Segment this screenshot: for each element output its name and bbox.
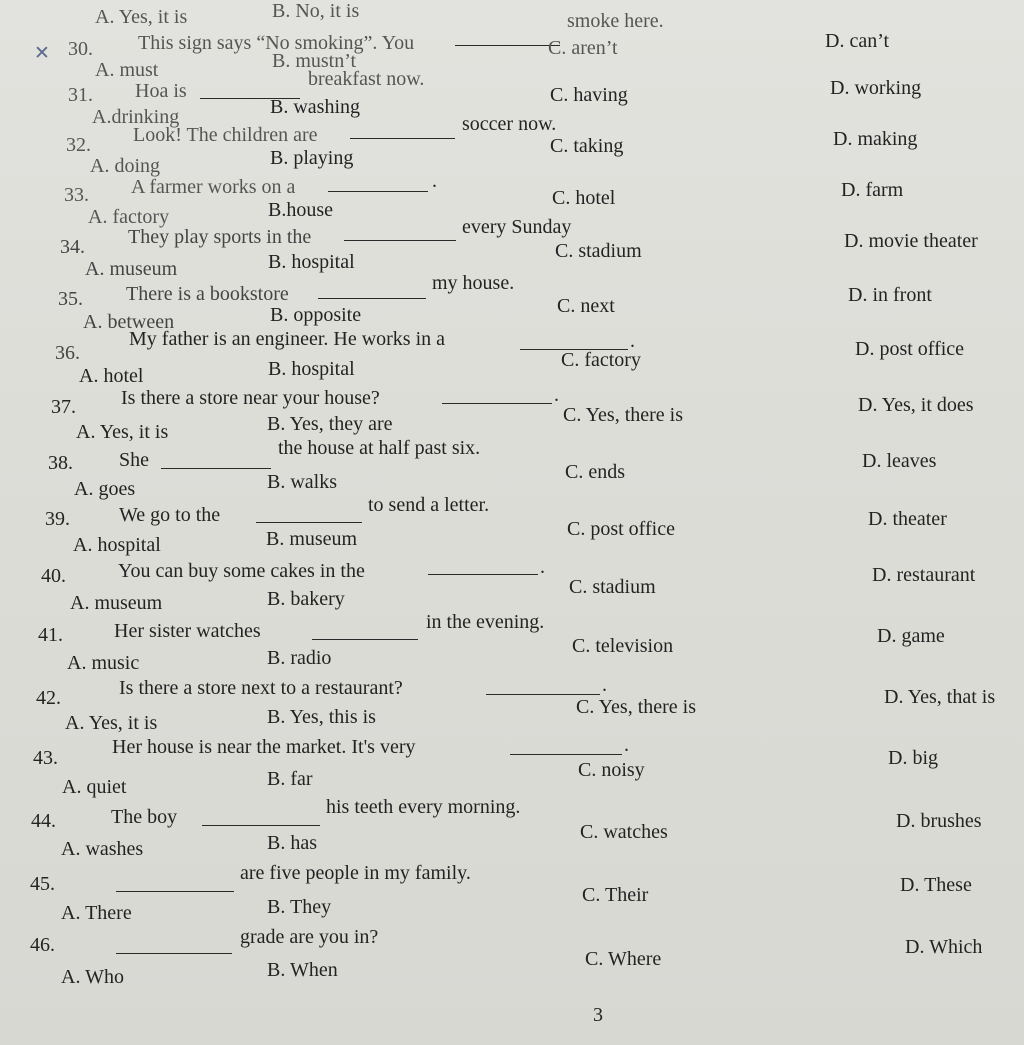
- option-b: B.house: [268, 199, 333, 221]
- option-a: A. quiet: [62, 776, 127, 798]
- question-stem-end: .: [624, 734, 629, 756]
- question-number: 38.: [48, 452, 73, 474]
- question-number: 40.: [41, 565, 66, 587]
- question-stem-start: My father is an engineer. He works in a: [129, 328, 446, 350]
- option-a: A. Yes, it is: [76, 421, 169, 443]
- option-a: A. hotel: [79, 365, 144, 387]
- option-d: D. movie theater: [844, 230, 978, 252]
- option-b: B. They: [267, 896, 332, 918]
- question-stem-start: Hoa is: [135, 80, 187, 102]
- cross-mark-icon: ✕: [34, 42, 50, 64]
- question-stem-end: are five people in my family.: [240, 862, 471, 884]
- question-stem-end: soccer now.: [462, 113, 557, 135]
- answer-blank[interactable]: [442, 403, 552, 404]
- option-d: D. in front: [848, 284, 932, 306]
- option-a: A. goes: [74, 478, 136, 500]
- question-number: 33.: [64, 184, 89, 206]
- question-stem-end: every Sunday: [462, 216, 572, 238]
- question-stem-end: breakfast now.: [308, 68, 425, 90]
- option-c: C. post office: [567, 518, 675, 540]
- option-a: A. Yes, it is: [95, 6, 188, 28]
- question-stem-start: A farmer works on a: [131, 176, 296, 198]
- option-b: B. bakery: [267, 588, 345, 610]
- question-stem-start: Her sister watches: [114, 620, 261, 642]
- question-number: 36.: [55, 342, 80, 364]
- question-stem-end: his teeth every morning.: [326, 796, 521, 818]
- question-45: [0, 856, 1024, 924]
- question-41: [0, 609, 1024, 674]
- option-b: B. washing: [270, 96, 360, 118]
- question-stem-end: .: [540, 556, 545, 578]
- question-stem-start: There is a bookstore: [126, 283, 289, 305]
- option-d: D. can’t: [825, 30, 890, 52]
- question-42: [0, 670, 1024, 734]
- answer-blank[interactable]: [116, 953, 232, 954]
- option-c: C. noisy: [578, 759, 645, 781]
- question-stem-end: in the evening.: [426, 611, 545, 633]
- option-c: C. Where: [585, 948, 662, 970]
- answer-blank[interactable]: [161, 468, 271, 469]
- option-a: A.drinking: [92, 106, 180, 128]
- question-stem-end: .: [630, 330, 635, 352]
- question-stem-start: This sign says “No smoking”. You: [138, 32, 415, 54]
- option-d: D. post office: [855, 338, 965, 360]
- option-a: A. Who: [61, 966, 124, 988]
- option-b: B. No, it is: [272, 0, 360, 22]
- answer-blank[interactable]: [344, 240, 456, 241]
- answer-blank[interactable]: [428, 574, 538, 575]
- option-c: C. stadium: [569, 576, 656, 598]
- question-stem-start: You can buy some cakes in the: [118, 560, 365, 582]
- option-c: C. aren’t: [548, 37, 618, 59]
- option-c: C. next: [557, 295, 615, 317]
- option-c: C. watches: [580, 821, 668, 843]
- option-b: B. hospital: [268, 358, 355, 380]
- answer-blank[interactable]: [312, 639, 418, 640]
- option-d: D. farm: [841, 179, 904, 201]
- option-d: D. Yes, it does: [858, 394, 974, 416]
- question-37: [0, 378, 1024, 443]
- answer-blank[interactable]: [256, 522, 362, 523]
- question-number: 34.: [60, 236, 85, 258]
- question-stem-end: my house.: [432, 272, 515, 294]
- option-b: B. Yes, this is: [267, 706, 376, 728]
- question-46: [0, 920, 1024, 988]
- answer-blank[interactable]: [318, 298, 426, 299]
- option-d: D. working: [830, 77, 922, 99]
- question-38: [0, 434, 1024, 500]
- question-stem-start: Is there a store near your house?: [121, 387, 380, 409]
- question-44: [0, 792, 1024, 860]
- option-b: B. mustn’t: [272, 50, 357, 72]
- answer-blank[interactable]: [455, 45, 560, 46]
- question-stem-start: They play sports in the: [128, 226, 312, 248]
- question-stem-end: to send a letter.: [368, 494, 490, 516]
- option-c: C. stadium: [555, 240, 642, 262]
- option-a: A. must: [95, 59, 159, 81]
- option-c: C. factory: [561, 349, 641, 371]
- option-b: B. Yes, they are: [267, 413, 393, 435]
- option-d: D. brushes: [896, 810, 982, 832]
- question-stem-start: Is there a store next to a restaurant?: [119, 677, 403, 699]
- option-a: A. museum: [70, 592, 163, 614]
- option-c: C. having: [550, 84, 628, 106]
- question-stem-end: .: [432, 170, 437, 192]
- option-b: B. far: [267, 768, 313, 790]
- option-a: A. music: [67, 652, 140, 674]
- page-number: 3: [593, 1004, 603, 1026]
- question-number: 39.: [45, 508, 70, 530]
- question-stem-end: .: [602, 674, 607, 696]
- option-a: A. washes: [61, 838, 144, 860]
- option-b: B. hospital: [268, 251, 355, 273]
- option-d: D. Yes, that is: [884, 686, 996, 708]
- option-b: B. radio: [267, 647, 332, 669]
- option-b: B. museum: [266, 528, 358, 550]
- question-stem-end: the house at half past six.: [278, 437, 481, 459]
- option-d: D. game: [877, 625, 945, 647]
- option-c: C. television: [572, 635, 674, 657]
- question-36: [0, 322, 1024, 387]
- question-stem-start: Look! The children are: [133, 124, 318, 146]
- question-40: [0, 548, 1024, 614]
- option-a: A. hospital: [73, 534, 161, 556]
- question-number: 32.: [66, 134, 91, 156]
- option-d: D. restaurant: [872, 564, 976, 586]
- question-stem-start: The boy: [111, 806, 178, 828]
- question-35: [0, 268, 1024, 333]
- question-number: 46.: [30, 934, 55, 956]
- question-number: 45.: [30, 873, 55, 895]
- option-c: C. Their: [582, 884, 649, 906]
- option-b: B. playing: [270, 147, 354, 169]
- question-number: 35.: [58, 288, 83, 310]
- option-b: B. When: [267, 959, 338, 981]
- option-a: A. museum: [85, 258, 178, 280]
- question-stem-start: We go to the: [119, 504, 221, 526]
- option-d: D. making: [833, 128, 918, 150]
- option-c: C. taking: [550, 135, 624, 157]
- option-c: C. hotel: [552, 187, 616, 209]
- option-c: C. ends: [565, 461, 625, 483]
- option-b: B. walks: [267, 471, 337, 493]
- option-d: D. These: [900, 874, 972, 896]
- question-stem-start: Her house is near the market. It's very: [112, 736, 416, 758]
- answer-blank[interactable]: [486, 694, 600, 695]
- answer-blank[interactable]: [510, 754, 622, 755]
- question-stem-end: .: [554, 384, 559, 406]
- question-stem-end: grade are you in?: [240, 926, 379, 948]
- question-number: 44.: [31, 810, 56, 832]
- answer-blank[interactable]: [350, 138, 455, 139]
- option-d: D. Which: [905, 936, 983, 958]
- option-a: A. Yes, it is: [65, 712, 158, 734]
- question-stem-end: smoke here.: [567, 10, 664, 32]
- option-a: A. doing: [90, 155, 160, 177]
- question-number: 37.: [51, 396, 76, 418]
- question-number: 43.: [33, 747, 58, 769]
- question-34: [0, 214, 1024, 280]
- option-d: D. theater: [868, 508, 947, 530]
- question-number: 31.: [68, 84, 93, 106]
- question-stem-start: She: [119, 449, 149, 471]
- answer-blank[interactable]: [328, 191, 428, 192]
- option-b: B. opposite: [270, 304, 362, 326]
- option-a: A. factory: [88, 206, 170, 228]
- question-32: [0, 110, 1024, 177]
- option-d: D. leaves: [862, 450, 937, 472]
- question-number: 30.: [68, 38, 93, 60]
- option-b: B. has: [267, 832, 317, 854]
- answer-blank[interactable]: [202, 825, 320, 826]
- answer-blank[interactable]: [116, 891, 234, 892]
- option-a: A. between: [83, 311, 175, 333]
- question-39: [0, 490, 1024, 556]
- question-number: 41.: [38, 624, 63, 646]
- question-43: [0, 730, 1024, 798]
- question-number: 42.: [36, 687, 61, 709]
- option-c: C. Yes, there is: [563, 404, 684, 426]
- option-d: D. big: [888, 747, 938, 769]
- option-c: C. Yes, there is: [576, 696, 697, 718]
- option-a: A. There: [61, 902, 132, 924]
